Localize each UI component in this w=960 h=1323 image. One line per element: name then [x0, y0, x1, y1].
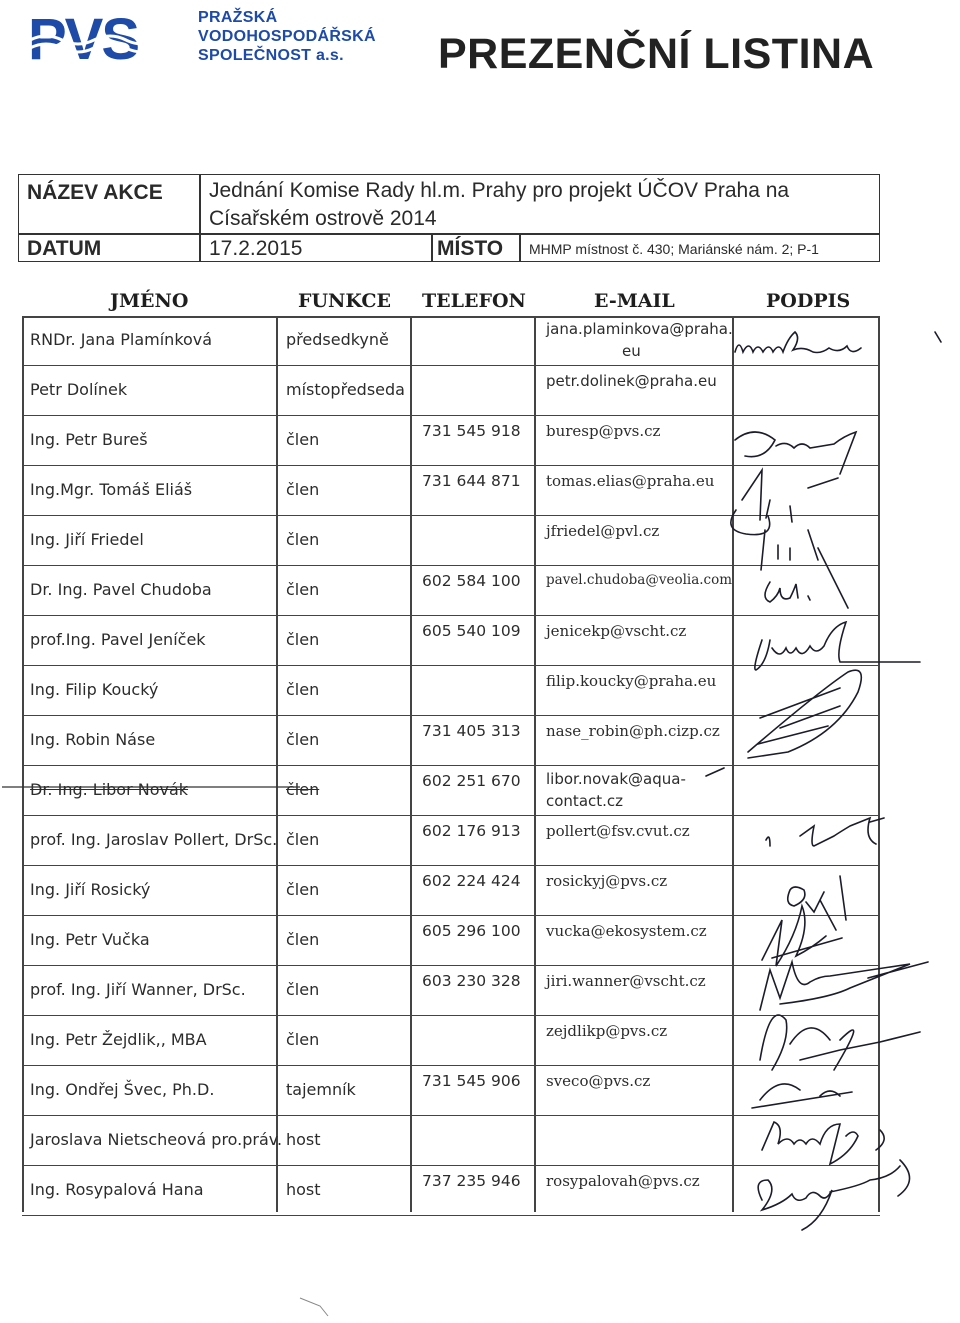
attendee-email: nase_robin@ph.cizp.cz: [546, 722, 720, 740]
attendee-function: člen: [286, 1030, 320, 1049]
attendee-function: člen: [286, 480, 320, 499]
event-name-line1: Jednání Komise Rady hl.m. Prahy pro projekt ÚČOV Praha na: [209, 179, 790, 202]
attendee-name: Ing. Petr Bureš: [30, 430, 148, 449]
attendee-function: host: [286, 1180, 321, 1199]
attendee-email: tomas.elias@praha.eu: [546, 472, 715, 490]
company-name: PRAŽSKÁ VODOHOSPODÁŘSKÁ SPOLEČNOST a.s.: [198, 9, 376, 64]
attendee-function: člen: [286, 680, 320, 699]
attendee-name: Ing. Rosypalová Hana: [30, 1180, 204, 1199]
attendee-name: Ing.Mgr. Tomáš Eliáš: [30, 480, 193, 499]
table-row: [22, 666, 880, 716]
table-row: [22, 716, 880, 766]
attendee-email: vucka@ekosystem.cz: [546, 922, 707, 940]
attendee-phone: 602 224 424: [422, 872, 521, 890]
attendee-phone: 731 545 906: [422, 1072, 521, 1090]
attendee-function: předsedkyně: [286, 330, 389, 349]
table-row: [22, 416, 880, 466]
table-row: [22, 616, 880, 666]
table-row: [22, 816, 880, 866]
attendee-function: člen: [286, 530, 320, 549]
attendee-email: zejdlikp@pvs.cz: [546, 1022, 668, 1040]
attendee-email-cont: eu: [622, 342, 641, 360]
col-header-name: JMÉNO: [110, 290, 189, 312]
attendee-phone: 605 540 109: [422, 622, 521, 640]
col-header-signature: PODPIS: [766, 290, 851, 312]
attendee-email: pollert@fsv.cvut.cz: [546, 822, 690, 840]
document-title: PREZENČNÍ LISTINA: [438, 30, 875, 78]
table-row: [22, 1116, 880, 1166]
attendee-name: Ing. Jiří Rosický: [30, 880, 151, 899]
attendee-email: sveco@pvs.cz: [546, 1072, 651, 1090]
table-row: [22, 866, 880, 916]
attendee-function: člen: [286, 780, 320, 799]
table-row: [22, 966, 880, 1016]
attendee-email-cont: contact.cz: [546, 792, 624, 810]
attendee-email: filip.koucky@praha.eu: [546, 672, 717, 690]
attendee-function: člen: [286, 980, 320, 999]
attendee-function: člen: [286, 580, 320, 599]
attendee-function: člen: [286, 880, 320, 899]
attendee-phone: 731 644 871: [422, 472, 521, 490]
attendee-email: rosickyj@pvs.cz: [546, 872, 668, 890]
attendee-email: petr.dolinek@praha.eu: [546, 372, 717, 390]
event-info-box: [18, 174, 880, 262]
date-value: 17.2.2015: [209, 237, 303, 260]
col-header-function: FUNKCE: [298, 290, 392, 312]
attendee-name: Dr. Ing. Libor Novák: [30, 780, 189, 799]
attendee-name: Dr. Ing. Pavel Chudoba: [30, 580, 212, 599]
attendee-email: jana.plaminkova@praha.: [546, 320, 733, 338]
place-value: MHMP místnost č. 430; Mariánské nám. 2; P-1: [529, 241, 819, 257]
attendee-function: člen: [286, 430, 320, 449]
attendee-phone: 602 176 913: [422, 822, 521, 840]
attendee-name: Ing. Filip Koucký: [30, 680, 159, 699]
attendee-function: host: [286, 1130, 321, 1149]
attendee-function: člen: [286, 630, 320, 649]
table-row: [22, 766, 880, 816]
attendee-phone: 731 405 313: [422, 722, 521, 740]
attendee-name: Ing. Petr Vučka: [30, 930, 150, 949]
attendee-phone: 603 230 328: [422, 972, 521, 990]
attendee-email: jenicekp@vscht.cz: [546, 622, 687, 640]
attendee-name: Ing. Petr Žejdlik,, MBA: [30, 1030, 207, 1049]
attendee-name: prof.Ing. Pavel Jeníček: [30, 630, 206, 649]
table-row: [22, 1066, 880, 1116]
attendee-phone: 602 584 100: [422, 572, 521, 590]
attendee-email: libor.novak@aqua-: [546, 770, 686, 788]
attendee-name: prof. Ing. Jaroslav Pollert, DrSc.: [30, 830, 278, 849]
attendee-name: Ing. Jiří Friedel: [30, 530, 144, 549]
attendee-phone: 737 235 946: [422, 1172, 521, 1190]
attendee-name: RNDr. Jana Plamínková: [30, 330, 213, 349]
attendee-name: Jaroslava Nietscheová pro.práv.: [30, 1130, 283, 1149]
attendee-function: tajemník: [286, 1080, 356, 1099]
attendee-email: buresp@pvs.cz: [546, 422, 661, 440]
attendee-phone: 731 545 918: [422, 422, 521, 440]
attendee-phone: 605 296 100: [422, 922, 521, 940]
table-row: [22, 516, 880, 566]
attendee-function: člen: [286, 730, 320, 749]
table-row: [22, 916, 880, 966]
svg-text:PVS: PVS: [28, 7, 139, 66]
attendee-phone: 602 251 670: [422, 772, 521, 790]
table-row: [22, 316, 880, 366]
table-row: [22, 366, 880, 416]
table-row: [22, 1166, 880, 1216]
date-label: DATUM: [27, 237, 102, 260]
pvs-logo-mark: [26, 6, 172, 66]
attendee-name: prof. Ing. Jiří Wanner, DrSc.: [30, 980, 246, 999]
attendee-email: jfriedel@pvl.cz: [546, 522, 660, 540]
attendee-name: Ing. Robin Náse: [30, 730, 156, 749]
place-label: MÍSTO: [437, 237, 504, 260]
col-header-phone: TELEFON: [422, 290, 526, 312]
event-name-line2: Císařském ostrově 2014: [209, 207, 437, 230]
attendance-table: [22, 316, 880, 1212]
attendee-function: člen: [286, 830, 320, 849]
attendee-function: místopředseda: [286, 380, 405, 399]
table-row: [22, 566, 880, 616]
event-name-label: NÁZEV AKCE: [27, 181, 163, 204]
attendee-email: jiri.wanner@vscht.cz: [546, 972, 706, 990]
attendee-email: rosypalovah@pvs.cz: [546, 1172, 700, 1190]
scan-mark: [300, 1298, 328, 1316]
attendee-function: člen: [286, 930, 320, 949]
attendee-name: Petr Dolínek: [30, 380, 128, 399]
table-row: [22, 466, 880, 516]
attendee-name: Ing. Ondřej Švec, Ph.D.: [30, 1080, 215, 1099]
col-header-email: E-MAIL: [594, 290, 675, 312]
company-logo: [26, 6, 406, 70]
table-row: [22, 1016, 880, 1066]
attendee-email: pavel.chudoba@veolia.com: [546, 572, 733, 588]
